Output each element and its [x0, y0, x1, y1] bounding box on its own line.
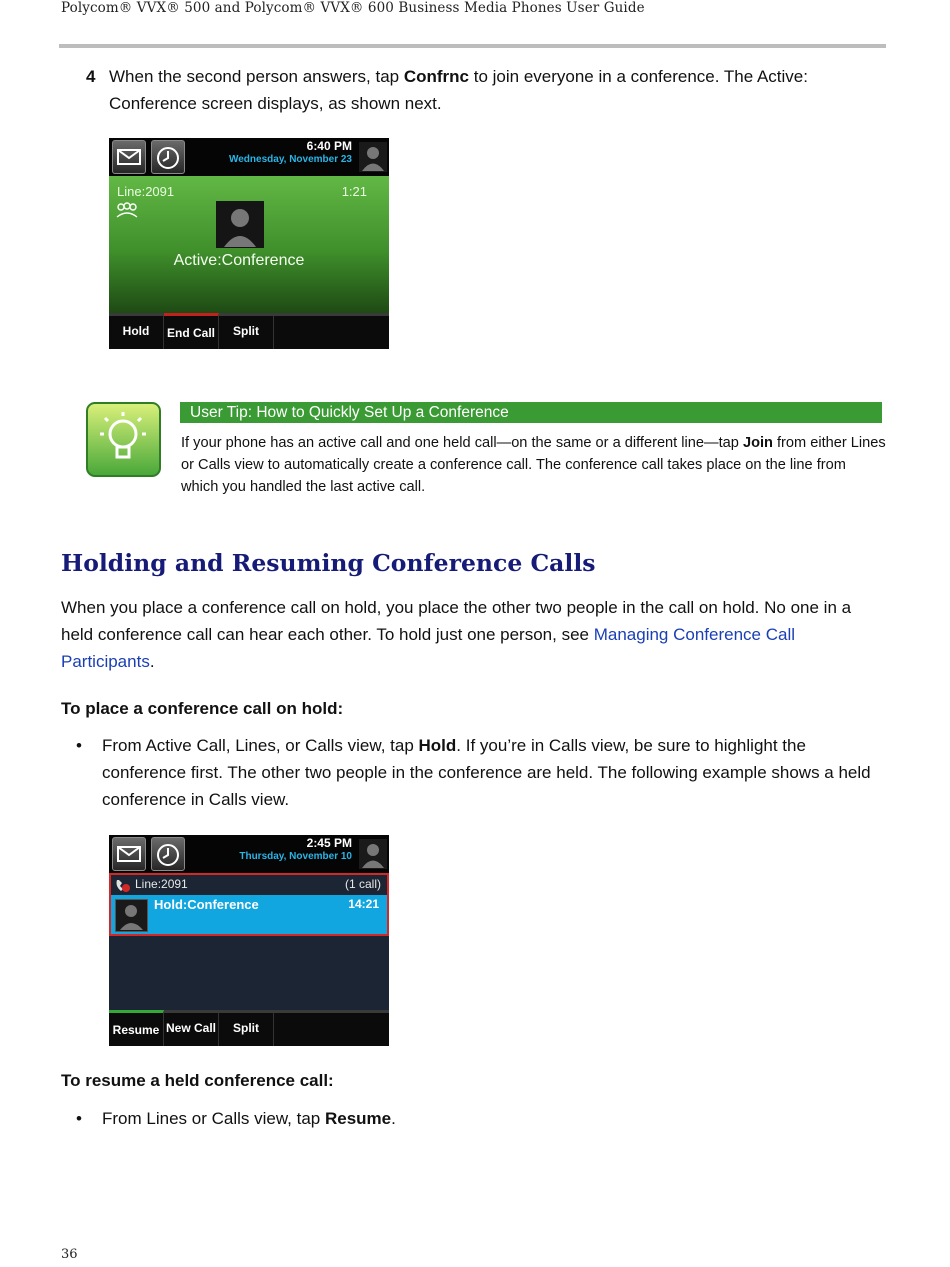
call-state-label: Hold:Conference [154, 897, 259, 912]
tip-bold-term: Join [742, 435, 773, 451]
new-call-softkey[interactable]: New Call [164, 1013, 219, 1046]
phone-status-bar [109, 138, 389, 176]
phone-screen-active-conference [109, 138, 389, 349]
envelope-icon [117, 843, 141, 865]
step-bold-term: Confrnc [403, 67, 470, 86]
bullet-text-part: . [391, 1109, 396, 1128]
user-avatar [359, 839, 387, 869]
para-text-part: . [149, 652, 155, 671]
bullet-dot: • [76, 736, 82, 755]
clock-icon [156, 146, 180, 170]
bullet-text-part: . If you’re in Calls view, be sure to highlight the conference first. The other two people in the conference are held. The following example shows a held conference in Calls view. [102, 736, 871, 809]
call-timer: 1:21 [341, 184, 367, 199]
calls-view [109, 873, 389, 1010]
held-call-row[interactable] [109, 895, 389, 936]
section-paragraph [61, 594, 881, 675]
clock-icon [156, 843, 180, 867]
envelope-icon [117, 146, 141, 168]
resume-softkey[interactable]: Resume [109, 1010, 164, 1046]
bullet-bold-term: Hold [418, 736, 457, 755]
managing-participants-link[interactable]: Managing Conference Call Participants [61, 625, 796, 671]
tip-body [181, 432, 886, 498]
lightbulb-tile [86, 402, 161, 477]
bullet-text-part: From Lines or Calls view, tap [102, 1109, 325, 1128]
softkey-bar [109, 1010, 389, 1046]
step-text [109, 63, 809, 117]
hold-softkey[interactable]: Hold [109, 316, 164, 349]
clock-tile[interactable] [151, 140, 185, 174]
clock-time: 6:40 PM [306, 139, 352, 153]
line-label: Line:2091 [117, 184, 175, 199]
phone-screen-hold-conference [109, 835, 389, 1046]
header-rule [59, 44, 886, 48]
bullet-dot: • [76, 1109, 82, 1128]
lightbulb-icon [88, 404, 159, 475]
clock-time: 2:45 PM [306, 836, 352, 850]
call-count: (1 call) [344, 877, 381, 891]
split-softkey[interactable]: Split [219, 316, 274, 349]
conference-icon [116, 202, 138, 218]
call-state-label: Active:Conference [173, 252, 305, 269]
person-icon [359, 839, 387, 869]
caller-avatar [216, 201, 264, 248]
step-text-part: When the second person answers, tap [109, 67, 404, 86]
section-heading: Holding and Resuming Conference Calls [61, 549, 596, 577]
bullet-text [102, 732, 882, 813]
page-number: 36 [61, 1247, 78, 1262]
bullet-text [102, 1105, 882, 1132]
softkey-bar [109, 313, 389, 349]
call-screen [109, 176, 389, 313]
call-timer: 14:21 [348, 897, 379, 911]
caller-avatar [115, 899, 148, 932]
tip-text-part: from either Lines or Calls view to automatically create a conference call. The conference call takes place on the line from which you handled the last active call. [181, 435, 886, 495]
handset-icon [114, 877, 132, 893]
line-label: Line:2091 [135, 877, 188, 891]
tip-title: User Tip: How to Quickly Set Up a Conference [180, 402, 882, 423]
tip-text-part: If your phone has an active call and one held call—on the same or a different line—tap [181, 435, 743, 451]
person-icon [216, 201, 264, 248]
line-row[interactable] [109, 873, 389, 895]
clock-date: Thursday, November 10 [239, 851, 352, 862]
step-number: 4 [86, 67, 96, 86]
clock-tile[interactable] [151, 837, 185, 871]
procedure-title-resume: To resume a held conference call: [61, 1071, 334, 1090]
bullet-text-part: From Active Call, Lines, or Calls view, tap [102, 736, 419, 755]
phone-status-bar [109, 835, 389, 873]
bullet-bold-term: Resume [324, 1109, 392, 1128]
split-softkey[interactable]: Split [219, 1013, 274, 1046]
person-icon [116, 900, 147, 931]
procedure-title-hold: To place a conference call on hold: [61, 699, 344, 718]
message-tile[interactable] [112, 837, 146, 871]
step-text-part: to join everyone in a conference. The Active: Conference screen displays, as shown next. [109, 67, 808, 113]
para-text-part: When you place a conference call on hold, you place the other two people in the call on hold. No one in a held conference call can hear each other. To hold just one person, see [61, 598, 852, 644]
end-call-softkey[interactable]: End Call [164, 313, 219, 349]
clock-date: Wednesday, November 23 [228, 154, 352, 165]
user-avatar [359, 142, 387, 172]
running-header: Polycom® VVX® 500 and Polycom® VVX® 600 Business Media Phones User Guide [61, 0, 645, 16]
message-tile[interactable] [112, 140, 146, 174]
person-icon [359, 142, 387, 172]
